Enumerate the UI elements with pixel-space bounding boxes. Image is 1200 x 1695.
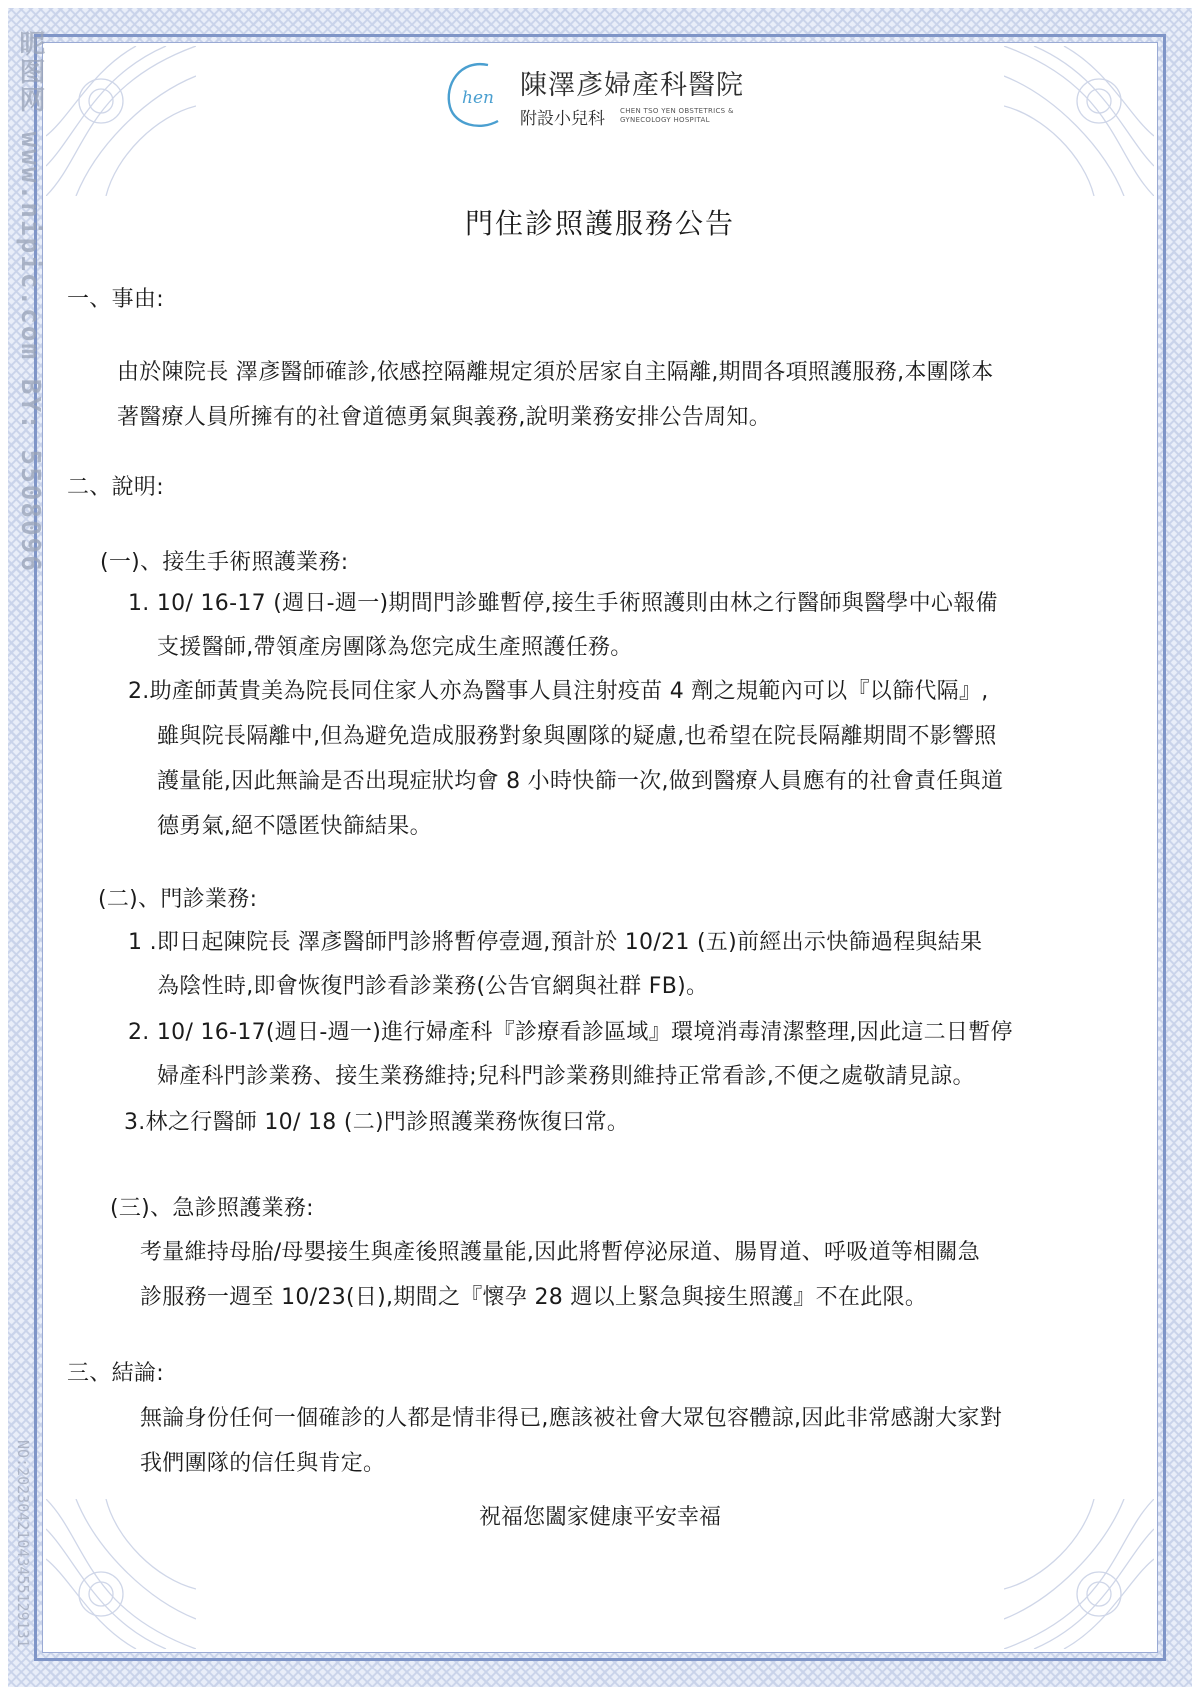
hospital-subname: 附設小兒科	[520, 109, 605, 129]
emergency-line: 診服務一週至 10/23(日),期間之『懷孕 28 週以上緊急與接生照護』不在此限。	[140, 1285, 928, 1310]
english-name-line1: CHEN TSO YEN OBSTETRICS &	[620, 107, 734, 115]
section-heading-explain: 二、說明:	[67, 475, 164, 500]
section-heading-conclusion: 三、結論:	[67, 1361, 164, 1386]
closing-blessing: 祝福您闔家健康平安幸福	[478, 1505, 721, 1530]
delivery-line: 護量能,因此無論是否出現症狀均會 8 小時快篩一次,做到醫療人員應有的社會責任與道	[157, 769, 1004, 794]
delivery-line: 德勇氣,絕不隱匿快篩結果。	[157, 814, 432, 839]
english-name-line2: GYNECOLOGY HOSPITAL	[620, 116, 710, 124]
subsection-heading-delivery: (一)、接生手術照護業務:	[100, 550, 349, 575]
corner-ornament-icon	[1004, 46, 1154, 196]
subsection-heading-emergency: (三)、急診照護業務:	[110, 1196, 314, 1221]
logo-mark-text: hen	[462, 88, 494, 108]
delivery-line: 雖與院長隔離中,但為避免造成服務對象與團隊的疑慮,也希望在院長隔離期間不影響照	[157, 724, 997, 749]
outpatient-line: 2. 10/ 16-17(週日-週一)進行婦產科『診療看診區域』環境消毒清潔整理,因此這二日暫停	[128, 1020, 1013, 1045]
outpatient-line: 為陰性時,即會恢復門診看診業務(公告官網與社群 FB)。	[157, 974, 709, 999]
page-title: 門住診照護服務公告	[464, 207, 735, 240]
conclusion-line: 無論身份任何一個確診的人都是情非得已,應該被社會大眾包容體諒,因此非常感謝大家對	[140, 1406, 1002, 1431]
outpatient-line: 婦產科門診業務、接生業務維持;兒科門診業務則維持正常看診,不便之處敬請見諒。	[157, 1064, 975, 1089]
subsection-heading-outpatient: (二)、門診業務:	[98, 887, 258, 912]
delivery-line: 支援醫師,帶領產房團隊為您完成生產照護任務。	[157, 635, 633, 660]
logo-mark-icon	[440, 55, 510, 133]
reason-line: 著醫療人員所擁有的社會道德勇氣與義務,說明業務安排公告周知。	[117, 405, 771, 430]
watermark-site: 昵图网 www.nipic.com BY: 5508096	[15, 30, 45, 573]
reason-line: 由於陳院長 澤彥醫師確診,依感控隔離規定須於居家自主隔離,期間各項照護服務,本團隊本	[117, 360, 994, 385]
corner-ornament-icon	[46, 46, 196, 196]
hospital-english-name	[620, 107, 734, 125]
watermark-number: NO:20230421043455129131	[14, 1440, 32, 1648]
hospital-name: 陳澤彥婦產科醫院	[520, 70, 744, 101]
outpatient-line: 1 .即日起陳院長 澤彥醫師門診將暫停壹週,預計於 10/21 (五)前經出示快篩過程與結果	[128, 930, 983, 955]
delivery-line: 1. 10/ 16-17 (週日-週一)期間門診雖暫停,接生手術照護則由林之行醫師與醫學中心報備	[128, 591, 998, 616]
section-heading-reason: 一、事由:	[67, 287, 164, 312]
outpatient-line: 3.林之行醫師 10/ 18 (二)門診照護業務恢復曰常。	[124, 1110, 630, 1135]
conclusion-line: 我們團隊的信任與肯定。	[140, 1451, 386, 1476]
hospital-logo	[440, 55, 744, 135]
emergency-line: 考量維持母胎/母嬰接生與產後照護量能,因此將暫停泌尿道、腸胃道、呼吸道等相關急	[140, 1240, 981, 1265]
delivery-line: 2.助產師黃貴美為院長同住家人亦為醫事人員注射疫苗 4 劑之規範內可以『以篩代隔』,	[128, 679, 989, 704]
